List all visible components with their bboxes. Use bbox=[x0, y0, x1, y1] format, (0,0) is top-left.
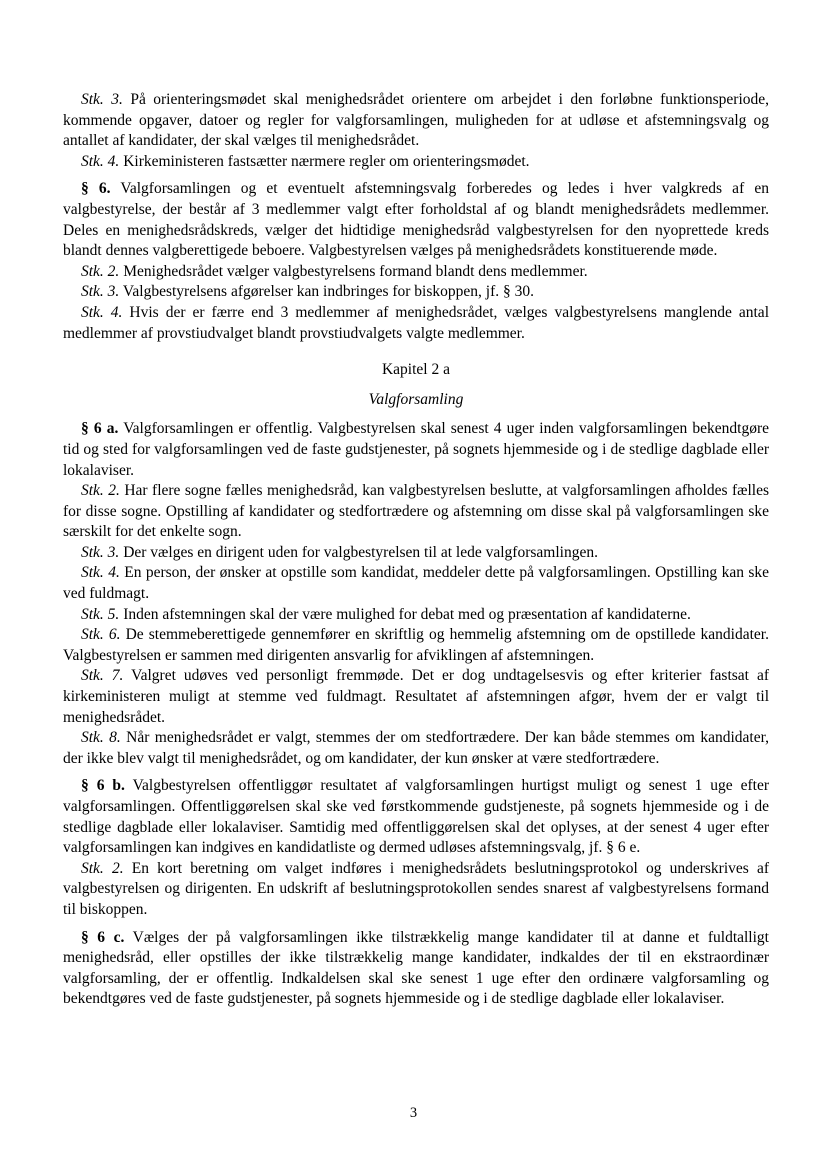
stk-marker: Stk. 3. bbox=[81, 543, 120, 561]
section-marker: § 6. bbox=[81, 180, 111, 198]
paragraph: § 6 a. Valgforsamlingen er offentlig. Valgbestyrelsen skal senest 4 uger inden valgforsamlingen bekendtgøre tid og sted for valgforsamlingen ved de faste gudstjenester, på sognets hjemmeside og i de stedlige dagblade eller lokalaviser. bbox=[63, 420, 770, 479]
paragraph: Stk. 8. Når menighedsrådet er valgt, stemmes der om stedfortrædere. Der kan både stemmes om kandidater, der ikke blev valgt til menighedsrådet, og om kandidater, der kun ønsker at være stedfortrædere. bbox=[63, 729, 770, 767]
paragraph: Stk. 4. Kirkeministeren fastsætter nærmere regler om orienteringsmødet. bbox=[81, 152, 530, 170]
paragraph: Stk. 2. Har flere sogne fælles menighedsråd, kan valgbestyrelsen beslutte, at valgforsamlingen afholdes fælles for disse sogne. Opstilling af kandidater og stedfortrædere og afstemning om disse skal på valgforsamlingen ske særskilt for det enkelte sogn. bbox=[63, 482, 769, 541]
stk-marker: Stk. 5. bbox=[81, 605, 120, 623]
paragraph: Stk. 6. De stemmeberettigede gennemfører en skriftlig og hemmelig afstemning om de opstillede kandidater. Valgbestyrelsen er sammen med dirigenten ansvarlig for afviklingen af afstemningen. bbox=[63, 626, 769, 664]
stk-marker: Stk. 2. bbox=[81, 859, 124, 877]
section-marker: § 6 a. bbox=[81, 420, 119, 438]
page-number: 3 bbox=[409, 1105, 418, 1121]
section-heading: Kapitel 2 a bbox=[381, 361, 450, 379]
paragraph: Stk. 4. En person, der ønsker at opstille som kandidat, meddeler dette på valgforsamlingen. Opstilling kan ske ved fuldmagt. bbox=[63, 564, 770, 603]
paragraph: § 6 b. Valgbestyrelsen offentliggør resultatet af valgforsamlingen hurtigst muligt og senest 1 uge efter valgforsamlingen. Offentliggørelsen skal ske ved førstkommende gudstjeneste, på sognets hjemmeside og i de stedlige dagblade eller lokalaviser. Samtidig med offentliggørelsen skal det oplyses, at der senest 4 uger efter valgforsamlingen kan indgives en kandidatliste og dermed udløses afstemningsvalg, jf. § 6 e. bbox=[63, 777, 769, 857]
paragraph: Stk. 3. Valgbestyrelsens afgørelser kan indbringes for biskoppen, jf. § 30. bbox=[81, 283, 534, 301]
stk-marker: Stk. 8. bbox=[81, 729, 121, 747]
document-body bbox=[63, 90, 769, 1010]
stk-marker: Stk. 7. bbox=[81, 667, 124, 685]
paragraph: § 6. Valgforsamlingen og et eventuelt afstemningsvalg forberedes og ledes i hver valgkreds af en valgbestyrelse, der består af 3 medlemmer valgt efter forholdstal af og blandt menighedsrådets medlemmer. Deles en menighedsrådskreds, vælger det hidtidige menighedsråd valgbestyrelsen for den nyoprettede kreds blandt dennes valgberettigede beboere. Valgbestyrelsen vælges på menighedsrådets konstituerende møde. bbox=[63, 180, 770, 260]
stk-marker: Stk. 3. bbox=[81, 91, 123, 108]
paragraph: Stk. 5. Inden afstemningen skal der være mulighed for debat med og præsentation af kandidaterne. bbox=[81, 605, 691, 623]
stk-marker: Stk. 2. bbox=[81, 262, 120, 280]
stk-marker: Stk. 6. bbox=[81, 626, 121, 644]
section-marker: § 6 b. bbox=[81, 777, 125, 795]
paragraph: § 6 c. Vælges der på valgforsamlingen ikke tilstrækkelig mange kandidater til at danne et fuldtalligt menighedsråd, eller opstilles der ikke tilstrækkelig mange kandidater, indkaldes der til en ekstraordinær valgforsamling, der er offentlig. Indkaldelsen skal ske senest 1 uge efter den ordinære valgforsamling og bekendtgøres ved de faste gudstjenester, på sognets hjemmeside og i de stedlige dagblade eller lokalaviser. bbox=[63, 928, 769, 1008]
paragraph: Stk. 3. På orienteringsmødet skal menighedsrådet orientere om arbejdet i den forløbne funktionsperiode, kommende opgaver, datoer og regler for valgforsamlingen, muligheden for at udløse et afstemningsvalg og antallet af kandidater, der skal vælges til menighedsrådet. bbox=[63, 91, 770, 150]
section-heading: Valgforsamling bbox=[368, 390, 464, 408]
stk-marker: Stk. 4. bbox=[81, 152, 120, 170]
paragraph: Stk. 2. En kort beretning om valget indføres i menighedsrådets beslutningsprotokol og underskrives af valgbestyrelsen og dirigenten. En udskrift af beslutningsprotokollen sendes snarest af valgbestyrelsens formand til biskoppen. bbox=[63, 859, 769, 918]
paragraph: Stk. 7. Valgret udøves ved personligt fremmøde. Det er dog undtagelsesvis og efter kriterier fastsat af kirkeministeren muligt at stemme ved fuldmagt. Resultatet af afstemningen afgør, hvem der er valgt til menighedsrådet. bbox=[63, 667, 769, 726]
paragraph: Stk. 2. Menighedsrådet vælger valgbestyrelsens formand blandt dens medlemmer. bbox=[81, 262, 588, 280]
paragraph: Stk. 4. Hvis der er færre end 3 medlemmer af menighedsrådet, vælges valgbestyrelsens manglende antal medlemmer af provstiudvalget blandt provstiudvalgets valgte medlemmer. bbox=[63, 303, 769, 342]
stk-marker: Stk. 2. bbox=[81, 482, 120, 500]
paragraph: Stk. 3. Der vælges en dirigent uden for valgbestyrelsen til at lede valgforsamlingen. bbox=[81, 543, 598, 561]
stk-marker: Stk. 4. bbox=[81, 564, 120, 582]
stk-marker: Stk. 3. bbox=[81, 283, 120, 301]
stk-marker: Stk. 4. bbox=[81, 303, 123, 321]
section-marker: § 6 c. bbox=[81, 928, 125, 946]
